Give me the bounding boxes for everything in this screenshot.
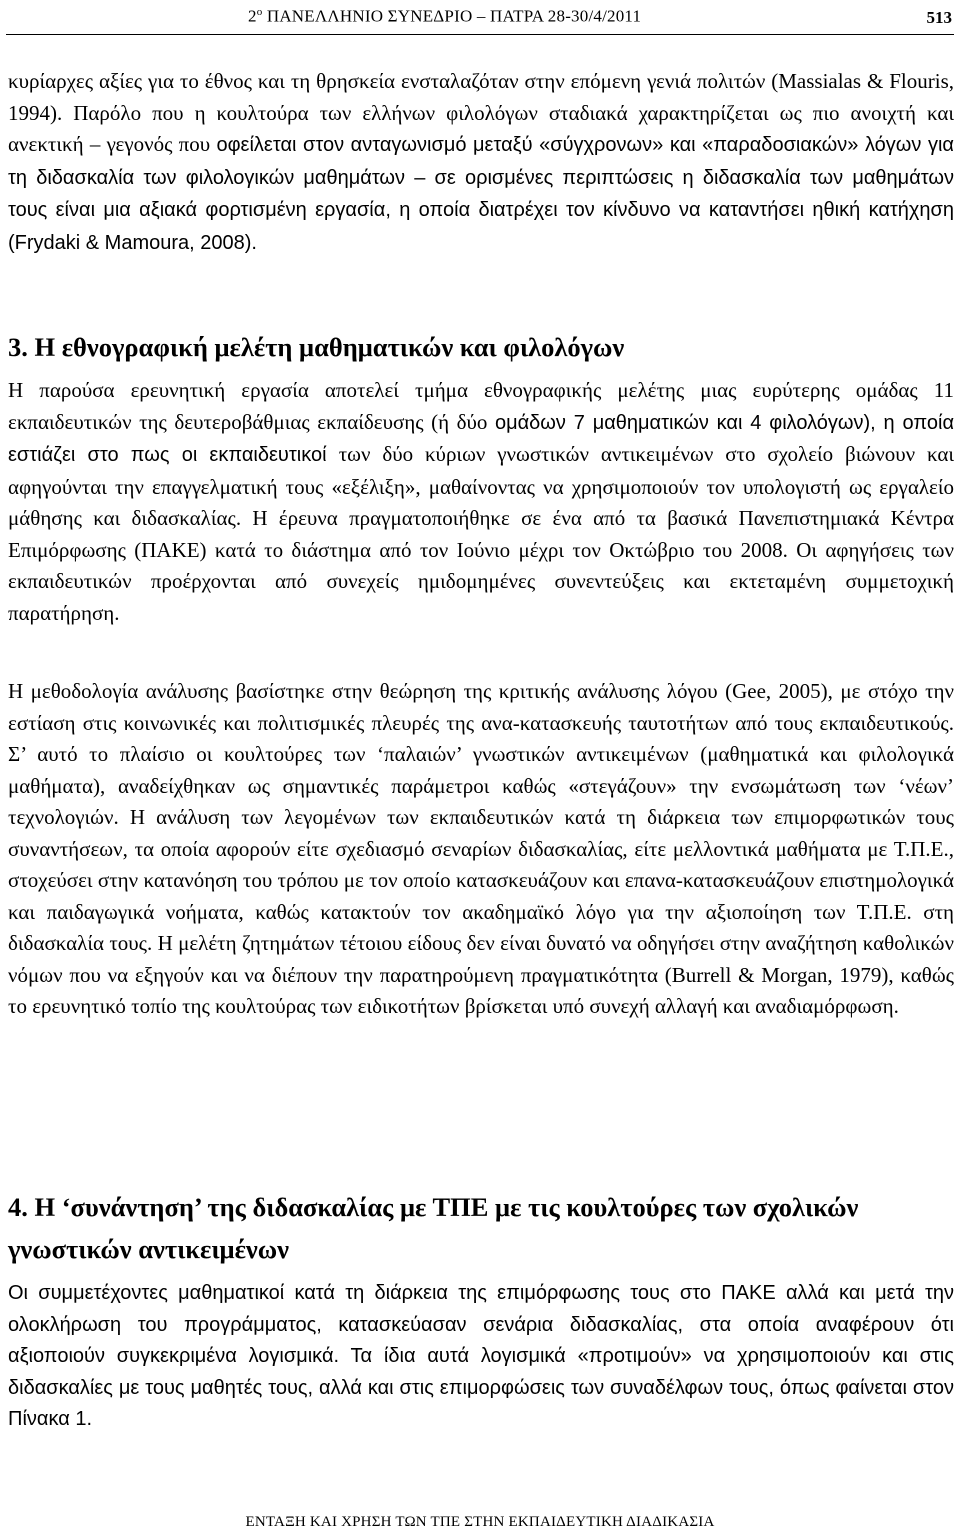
paragraph-methodology: Η μεθοδολογία ανάλυσης βασίστηκε στην θεώρηση της κριτικής ανάλυσης λόγου (Gee, 2005), με στόχο την εστίαση στις κοινωνικές και πολιτισμικές πλευρές της ανα-κατασκευής ταυτοτήτων από τους εκπαιδευτικούς. Σ’ αυτό το πλαίσιο οι κουλτούρες των ‘παλαιών’ γνωστικών αντικειμένων (μαθηματικά και φιλολογικά μαθήματα), αναδείχθηκαν ως σημαντικές παράμετροι καθώς «στεγάζουν» την ενσωμάτωση των ‘νέων’ τεχνολογιών. Η ανάλυση των λεγομένων των εκπαιδευτικών κατά τη διάρκεια των επιμορφωτικών τους συναντήσεων, τα οποία αφορούν είτε σχεδιασμό σεναρίων διδασκαλίας, είτε μελλοντικά μαθήματα με Τ.Π.Ε., στοχεύσει στην κατανόηση του τρόπου με τον οποίο κατασκευάζουν και επανα-κατασκευάζουν επιστημολογικά και παιδαγωγικά νοήματα, καθώς κατακτούν τον ακαδημαϊκό λόγο για την αξιοποίηση των Τ.Π.Ε. στη διδασκαλία τους. Η μελέτη ζητημάτων τέτοιου είδους δεν είναι δυνατό να οδηγήσει στην αναζήτηση καθολικών νόμων που να εξηγούν και να διέπουν την παρατηρούμενη πραγματικότητα (Burrell & Morgan, 1979), καθώς το ερευνητικό τοπίο της κουλτούρας των ειδικοτήτων βρίσκεται υπό συνεχή αλλαγή και αναδιαμόρφωση. xyxy=(8,679,954,1018)
page-header xyxy=(0,0,960,40)
ordinal-superscript: o xyxy=(256,6,263,18)
paragraph-intro xyxy=(8,66,954,259)
paragraph-meeting: Οι συμμετέχοντες μαθηματικοί κατά τη διάρκεια της επιμόρφωσης τους στο ΠΑΚΕ αλλά και μετά την ολοκλήρωση του προγράμματος, κατασκεύασαν σενάρια διδασκαλίας, στα οποία αναφέρουν ότι αξιοποιούν συγκεκριμένα λογισμικά. Τα ίδια αυτά λογισμικά «προτιμούν» να χρησιμοποιούν και στις διδασκαλίες με τους μαθητές τους, αλλά και στις επιμορφώσεις των συναδέλφων τους, όπως φαίνεται στον Πίνακα 1. xyxy=(8,1282,954,1430)
section-heading-4: 4. Η ‘συνάντηση’ της διδασκαλίας με ΤΠΕ με τις κουλτούρες των σχολικών γνωστικών αντικειμένων xyxy=(8,1192,859,1264)
page-footer: ΕΝΤΑΞΗ ΚΑΙ ΧΡΗΣΗ ΤΩΝ ΤΠΕ ΣΤΗΝ ΕΚΠΑΙΔΕΥΤΙΚΗ ΔΙΑΔΙΚΑΣΙΑ xyxy=(245,1514,715,1530)
paragraph-ethnography-part1: Η παρούσα ερευνητική εργασία αποτελεί τμήμα εθνογραφικής μελέτης μιας ευρύτερης ομάδας 11 εκπαιδευτικών της δευτεροβάθμιας εκπαίδευσης (ή δύο xyxy=(8,378,954,434)
section-heading-3: 3. Η εθνογραφική μελέτη μαθηματικών και φιλολόγων xyxy=(8,332,625,362)
paragraph-intro-part2: οφείλεται στον ανταγωνισμό μεταξύ «σύγχρονων» και «παραδοσιακών» λόγων για τη διδασκαλία των φιλολογικών μαθημάτων – σε ορισμένες περιπτώσεις η διδασκαλία των μαθημάτων τους είναι μια αξιακά φορτισμένη εργασία, η οποία διατρέχει τον κίνδυνο να καταντήσει ηθική κατήχηση (Frydaki & Mamoura, 2008). xyxy=(8,134,954,254)
header-rule xyxy=(6,34,954,35)
page-number: 513 xyxy=(926,8,952,27)
conference-name: ΠΑΝΕΛΛΗΝΙΟ ΣΥΝΕΔΡΙΟ – ΠΑΤΡΑ 28-30/4/2011 xyxy=(262,6,642,26)
conference-title xyxy=(248,6,641,27)
paragraph-ethnography-part3: των δύο κύριων γνωστικών αντικειμένων στο σχολείο βιώνουν και αφηγούνται την επαγγελματική τους «εξέλιξη», μαθαίνοντας να χρησιμοποιούν τον υπολογιστή ως εργαλείο μάθησης και διδασκαλίας. Η έρευνα πραγματοποιήθηκε σε ένα από τα βασικά Πανεπιστημιακά Κέντρα Επιμόρφωσης (ΠΑΚΕ) κατά το διάστημα από τον Ιούνιο μέχρι τον Οκτώβριο του 2008. Οι αφηγήσεις των εκπαιδευτικών προέρχονται από συνεχείς ημιδομημένες συνεντεύξεις και εκτεταμένη συμμετοχική παρατήρηση. xyxy=(8,442,955,625)
conference-edition-number: 2 xyxy=(248,6,257,26)
paragraph-ethnography-part2: ομάδων 7 μαθηματικών και 4 φιλολόγων), η οποία εστιάζει στο πως οι εκπαιδευτικοί xyxy=(8,411,955,466)
paragraph-intro-part1: κυρίαρχες αξίες για το έθνος και τη θρησκεία ενσταλαζόταν στην επόμενη γενιά πολιτών (Massialas & Flouris, 1994). Παρόλο που η κουλτούρα των ελλήνων φιλολόγων σταδιακά χαρακτηρίζεται ως πιο ανοιχτή και ανεκτική – γεγονός που xyxy=(8,69,954,156)
paragraph-ethnography xyxy=(8,375,954,629)
